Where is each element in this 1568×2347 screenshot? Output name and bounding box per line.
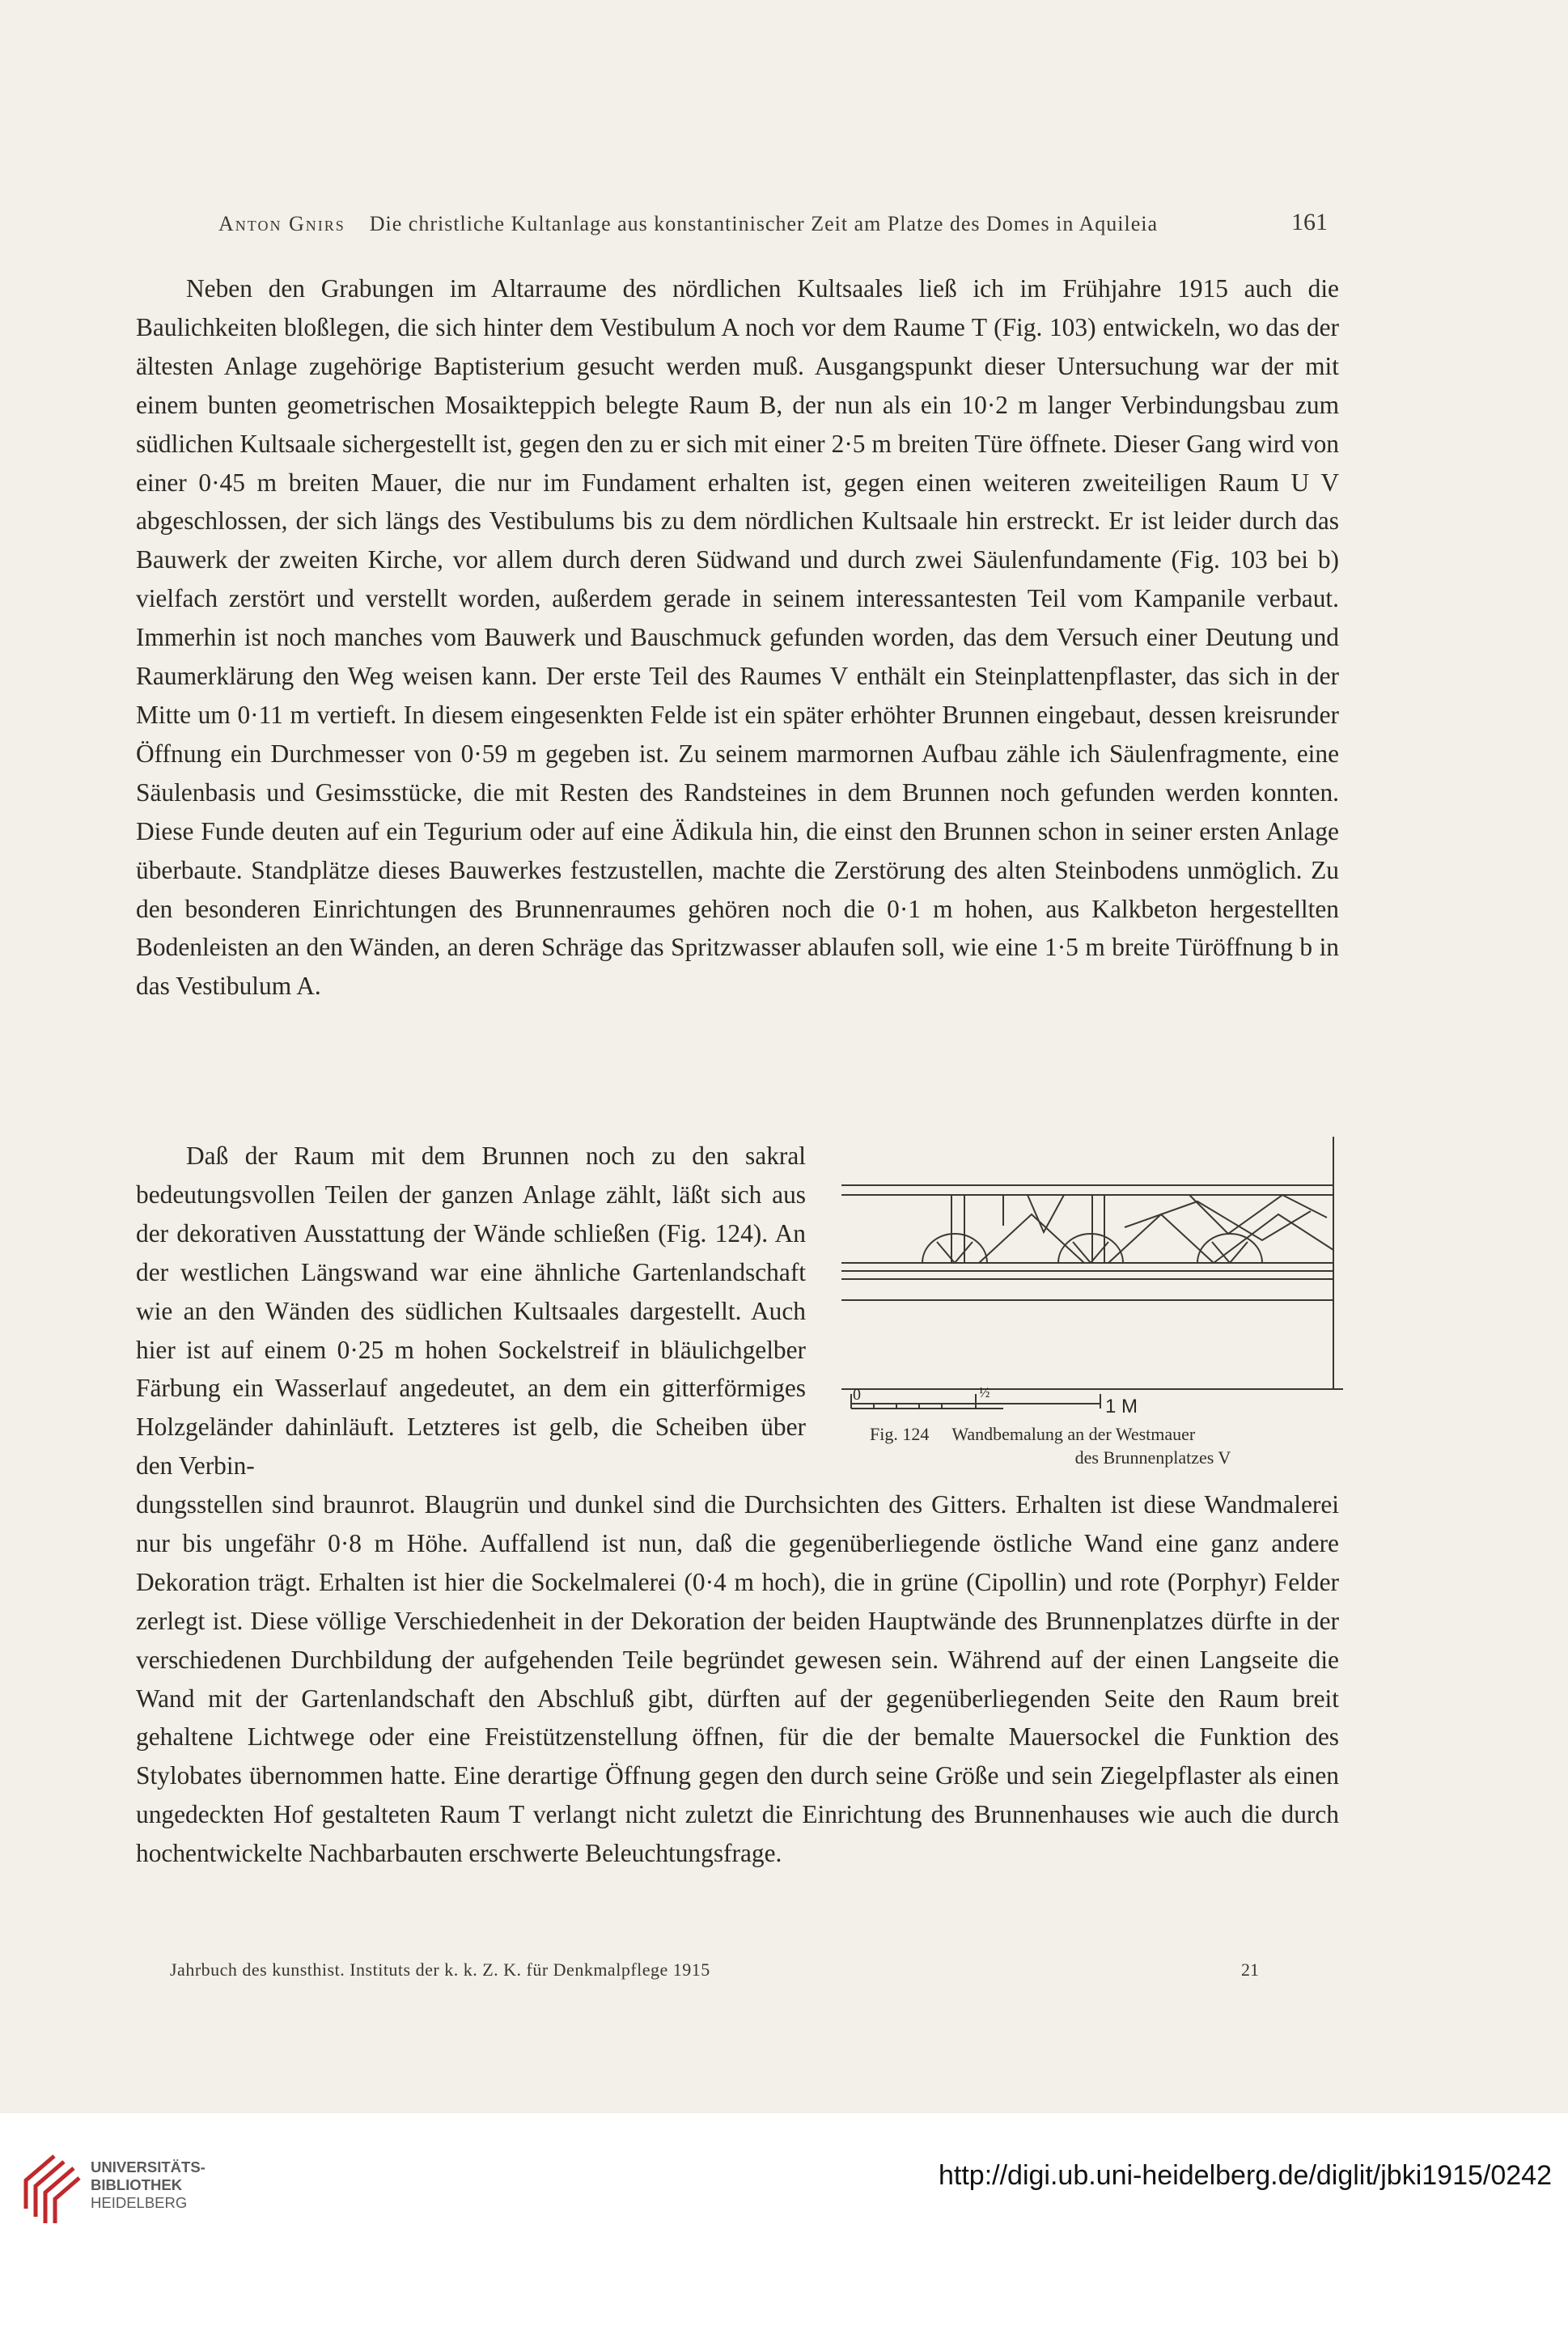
library-name-line3: HEIDELBERG <box>91 2194 188 2211</box>
scale-label-half: ½ <box>979 1384 990 1400</box>
library-name <box>91 2158 206 2212</box>
running-head-title: Die christliche Kultanlage aus konstantinischer Zeit am Platze des Domes in Aquileia <box>369 212 1158 235</box>
library-name-line1: UNIVERSITÄTS- <box>91 2158 206 2175</box>
running-head-author: Anton Gnirs <box>218 212 345 235</box>
paragraph-1: Neben den Grabungen im Altarraume des nördlichen Kultsaales ließ ich im Frühjahre 1915 auch die Baulichkeiten bloßlegen, die sich hinter dem Vestibulum A noch vor dem Raume T (Fig. 103) entwickeln, wo das der ältesten Anlage zugehörige Baptisterium gesucht werden muß. Ausgangspunkt dieser Untersuchung war der mit einem bunten geometrischen Mosaikteppich belegte Raum B, der nun als ein 10·2 m langer Verbindungsbau zum südlichen Kultsaale sichergestellt ist, gegen den zu er sich mit einer 2·5 m breiten Türe öffnete. Dieser Gang wird von einer 0·45 m breiten Mauer, die nur im Fundament erhalten ist, gegen einen weiteren zweiteiligen Raum U V abgeschlossen, der sich längs des Vestibulums bis zu dem nördlichen Kultsaale hin erstreckt. Er ist leider durch das Bauwerk der zweiten Kirche, vor allem durch deren Südwand und durch zwei Säulenfundamente (Fig. 103 bei b) vielfach zerstört und verstellt worden, außerdem gerade in seinem interessantesten Teil vom Kampanile verbaut. Immerhin ist noch manches vom Bauwerk und Bauschmuck gefunden worden, das dem Versuch einer Deutung und Raumerklärung den Weg weisen kann. Der erste Teil des Raumes V enthält ein Steinplattenpflaster, das sich in der Mitte um 0·11 m vertieft. In diesem eingesenkten Felde ist ein später erhöhter Brunnen eingebaut, dessen kreisrunder Öffnung ein Durchmesser von 0·59 m gegeben ist. Zu seinem marmornen Aufbau zähle ich Säulenfragmente, eine Säulenbasis und Gesimsstücke, die mit Resten des Randsteines in dem Brunnen noch gefunden werden konnten. Diese Funde deuten auf ein Tegurium oder auf eine Ädikula hin, die einst den Brunnen schon in seiner ersten Anlage überbaute. Standplätze dieses Bauwerkes festzustellen, machte die Zerstörung des alten Steinbodens unmöglich. Zu den besonderen Einrichtungen des Brunnenraumes gehören noch die 0·1 m hohen, aus Kalkbeton hergestellten Bodenleisten an den Wänden, an deren Schräge das Spritzwasser ablaufen soll, wie eine 1·5 m breite Türöffnung b in das Vestibulum A. <box>136 274 1339 1001</box>
figure-caption <box>870 1422 1339 1469</box>
footer-signature: 21 <box>1241 1959 1259 1980</box>
scale-label-one-metre: 1 M <box>1105 1396 1138 1417</box>
paragraph-2-continuation: dungsstellen sind braunrot. Blaugrün und dunkel sind die Durchsichten des Gitters. Erhalten ist diese Wandmalerei nur bis ungefähr 0·8 m Höhe. Auffallend ist nun, daß die gegenüberliegende östliche Wand eine ganz andere Dekoration trägt. Erhalten ist hier die Sockelmalerei (0·4 m hoch), die in grüne (Cipollin) und rote (Porphyr) Felder zerlegt ist. Diese völlige Verschiedenheit in der Dekoration der beiden Hauptwände des Brunnenplatzes dürfte in der verschiedenen Durchbildung der aufgehenden Teile begründet gewesen sein. Während auf der einen Langseite die Wand mit der Gartenlandschaft den Abschluß gibt, dürften auf der gegenüberliegenden Seite den Raum breit gehaltene Lichtwege oder eine Freistützenstellung öffnen, für die der bemalte Mauersockel die Funktion des Stylobates übernommen hatte. Eine derartige Öffnung gegen den durch seine Größe und sein Ziegelpflaster als einen ungedeckten Hof gestalteten Raum T verlangt nicht zuletzt die Einrichtung des Brunnenhauses wie auch die durch hochentwickelte Nachbarbauten erschwerte Beleuchtungsfrage. <box>136 1490 1339 1868</box>
figure-caption-line2: des Brunnenplatzes V <box>1074 1447 1231 1468</box>
scale-label-zero: 0 <box>853 1386 861 1404</box>
library-logo-icon <box>18 2152 83 2225</box>
paragraph-2: Daß der Raum mit dem Brunnen noch zu den sakral bedeutungsvollen Teilen der ganzen Anlage zählt, läßt sich aus der dekorativen Ausstattung der Wände schließen (Fig. 124). An der westlichen Längswand war eine ähnliche Gartenlandschaft wie an den Wänden des südlichen Kultsaales dargestellt. Auch hier ist auf einem 0·25 m hohen Sockelstreif in bläulichgelber Färbung ein Wasserlauf angedeutet, an dem ein gitterförmiges Holzgeländer dahinläuft. Letzteres ist gelb, die Scheiben über den Verbin- <box>136 1142 806 1481</box>
source-url-link[interactable]: http://digi.ub.uni-heidelberg.de/diglit/jbki1915/0242 <box>939 2160 1552 2191</box>
figure-caption-line1: Wandbemalung an der Westmauer <box>951 1424 1196 1444</box>
footer-publication: Jahrbuch des kunsthist. Instituts der k. k. Z. K. für Denkmalpflege 1915 <box>170 1959 710 1980</box>
library-name-line2: BIBLIOTHEK <box>91 2176 183 2193</box>
library-footer-bar <box>0 2113 1568 2347</box>
figure-caption-number: Fig. 124 <box>870 1424 930 1444</box>
running-head <box>218 212 1351 236</box>
page-number: 161 <box>1291 209 1328 235</box>
